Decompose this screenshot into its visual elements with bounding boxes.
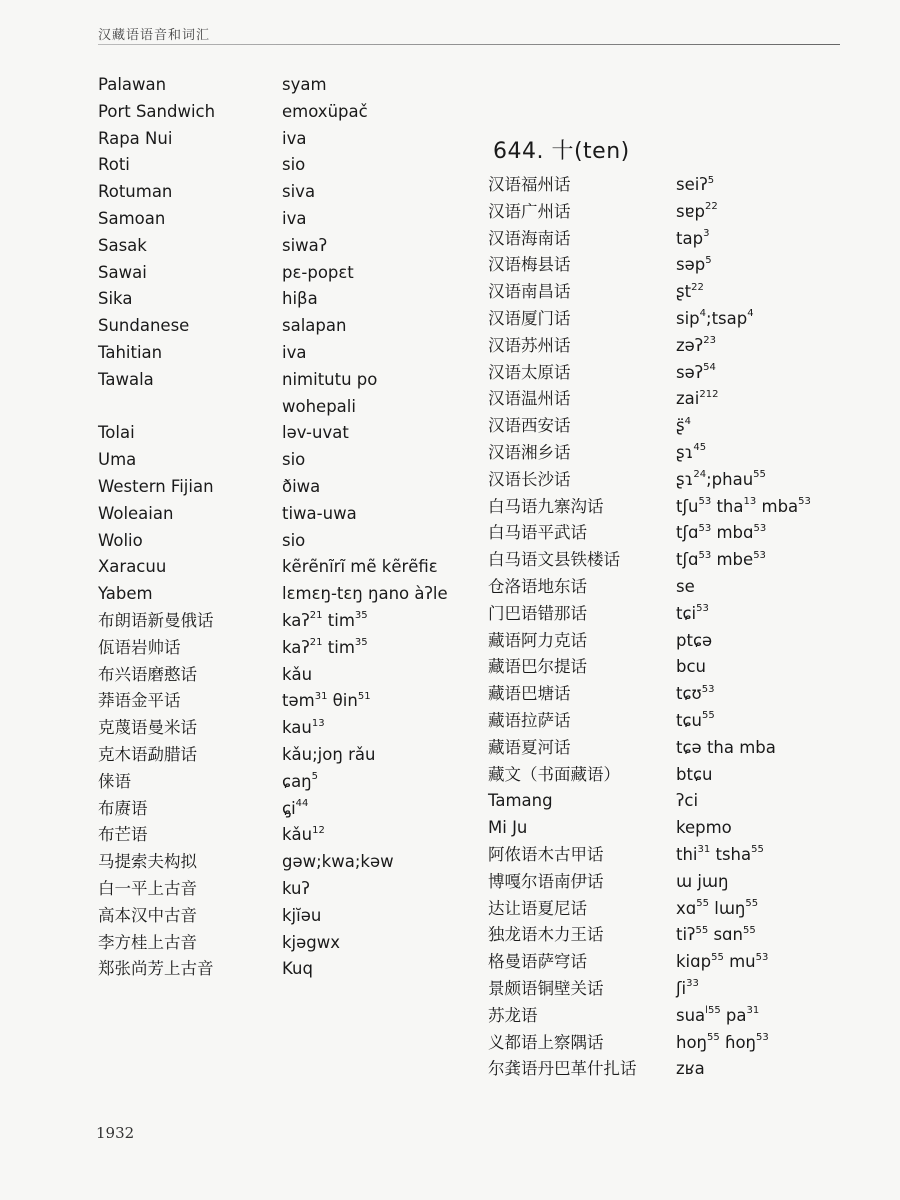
entry-row	[98, 742, 458, 769]
word-form: gəw;kwa;kəw	[282, 852, 394, 872]
entry-row	[488, 413, 868, 440]
word-form: sio	[282, 450, 306, 470]
entry-row	[488, 896, 868, 923]
language-name: 克木语勐腊话	[98, 744, 197, 764]
word-form: iva	[282, 342, 307, 362]
language-name: 布兴语磨憨话	[98, 664, 197, 684]
language-name: 郑张尚芳上古音	[98, 959, 214, 979]
entry-row	[98, 930, 458, 957]
language-name: Port Sandwich	[98, 101, 216, 121]
language-name: 布芒语	[98, 825, 148, 845]
word-form: ləv-uvat	[282, 423, 349, 443]
word-form: kẽrẽnĩrĩ mẽ kẽrẽfiɛ	[282, 557, 438, 577]
word-form: hiβa	[282, 289, 318, 309]
entry-row	[488, 869, 868, 896]
entry-row	[488, 1003, 868, 1030]
word-form: tʃɑ$^{53}$ mbɑ$^{53}$	[676, 522, 767, 543]
word-form: ɕaŋ$^5$	[282, 771, 319, 791]
word-form: tap$^3$	[676, 228, 710, 248]
language-name: 独龙语木力王话	[488, 925, 604, 945]
entry-row	[488, 842, 868, 869]
language-name: Sika	[98, 289, 133, 309]
entry-row	[488, 547, 868, 574]
word-form: kjĭəu	[282, 905, 322, 925]
word-form: zai$^{212}$	[676, 388, 719, 409]
language-name: 布朗语新曼俄话	[98, 610, 214, 630]
language-name: 白一平上古音	[98, 878, 197, 898]
word-form: sip$^4$;tsap$^4$	[676, 308, 754, 328]
entry-row	[98, 152, 458, 179]
language-name: 门巴语错那话	[488, 603, 587, 623]
word-form: seiʔ$^5$	[676, 174, 715, 194]
word-form: se	[676, 576, 695, 596]
language-name: Samoan	[98, 208, 166, 228]
word-form: kjəgwx	[282, 932, 341, 952]
language-name: Sundanese	[98, 316, 190, 336]
word-form: tiwa-uwa	[282, 503, 357, 523]
language-name: 莽语金平话	[98, 691, 181, 711]
entry-row	[488, 1056, 868, 1083]
page-number: 1932	[96, 1124, 135, 1142]
language-name: 达让语夏尼话	[488, 898, 587, 918]
language-name: 藏语阿力克话	[488, 630, 587, 650]
entry-row	[488, 708, 868, 735]
language-name: 景颇语铜壁关话	[488, 978, 604, 998]
word-form: kaʔ$^{21}$ tim$^{35}$	[282, 637, 368, 657]
language-name: 藏语拉萨话	[488, 710, 571, 730]
entry-row	[488, 976, 868, 1003]
language-name: 格曼语萨穹话	[488, 952, 587, 972]
word-form: tɕi$^{53}$	[676, 603, 709, 623]
entry-row	[488, 735, 868, 762]
entry-row	[488, 279, 868, 306]
word-form: xɑ$^{55}$ lɯŋ$^{55}$	[676, 898, 759, 918]
language-name: 汉语温州话	[488, 389, 571, 409]
word-form: ʂɿ$^{45}$	[676, 442, 707, 462]
word-form: kiɑp$^{55}$ $mu^{53}$	[676, 951, 769, 972]
language-name: 尔龚语丹巴革什扎话	[488, 1059, 637, 1079]
language-name: 仓洛语地东话	[488, 576, 587, 596]
entry-row	[98, 260, 458, 287]
entry-row	[488, 360, 868, 387]
entry-row	[488, 762, 868, 789]
language-name: 阿侬语木古甲话	[488, 844, 604, 864]
language-name: 克蔑语曼米话	[98, 718, 197, 738]
language-name: Tahitian	[98, 342, 163, 362]
entry-row	[488, 1030, 868, 1057]
entry-row	[98, 688, 458, 715]
language-name: 布赓语	[98, 798, 148, 818]
language-name: Rotuman	[98, 182, 173, 202]
language-name: Roti	[98, 155, 130, 175]
word-form: btɕu	[676, 764, 713, 784]
entry-row	[488, 386, 868, 413]
entry-row	[98, 313, 458, 340]
entry-row	[98, 233, 458, 260]
left-entry-column	[98, 72, 458, 983]
word-form: bcu	[676, 657, 707, 677]
language-name: 白马语平武话	[488, 523, 587, 543]
language-name: 汉语湘乡话	[488, 442, 571, 462]
right-entry-column	[488, 172, 868, 1083]
header-rule	[98, 44, 840, 45]
language-name: 博嘎尔语南伊话	[488, 871, 604, 891]
language-name: 苏龙语	[488, 1005, 538, 1025]
language-name: 白马语文县铁楼话	[488, 550, 620, 570]
language-name: 汉语海南话	[488, 228, 571, 248]
word-form: kepmo	[676, 818, 732, 838]
entry-row	[98, 420, 458, 447]
entry-row	[98, 367, 458, 394]
entry-row	[98, 608, 458, 635]
language-name: 李方桂上古音	[98, 932, 197, 952]
entry-row	[98, 849, 458, 876]
running-head: 汉藏语语音和词汇	[98, 28, 211, 43]
language-name: Mi Ju	[488, 818, 528, 838]
language-name: Uma	[98, 450, 137, 470]
entry-row	[98, 956, 458, 983]
entry-row	[488, 494, 868, 521]
word-form: iva	[282, 128, 307, 148]
word-form: thi$^{31}$ tsha$^{55}$	[676, 844, 764, 864]
word-form: təm$^{31}$ θin$^{51}$	[282, 690, 371, 711]
entry-row	[98, 206, 458, 233]
language-name: 汉语苏州话	[488, 335, 571, 355]
entry-row	[98, 340, 458, 367]
word-form: ʂ̈$^4$	[676, 415, 691, 436]
word-form: syam	[282, 75, 327, 94]
entry-row	[98, 447, 458, 474]
entry-row	[488, 467, 868, 494]
language-name: 佤语岩帅话	[98, 637, 181, 657]
entry-row	[98, 769, 458, 796]
word-form: səp$^5$	[676, 254, 712, 275]
entry-row	[98, 554, 458, 581]
word-form: tʃu$^{53}$ tha$^{13}$ mba$^{53}$	[676, 496, 811, 516]
entry-row	[488, 440, 868, 467]
entry-row	[488, 199, 868, 226]
word-form: sɐp$^{22}$	[676, 201, 718, 221]
entry-row	[98, 528, 458, 555]
word-form: ðiwa	[282, 476, 321, 496]
language-name: Tawala	[98, 369, 154, 389]
language-name: 藏语夏河话	[488, 737, 571, 757]
word-form: ʂɿ$^{24}$;phau$^{55}$	[676, 469, 766, 489]
entry-row	[488, 172, 868, 199]
language-name: 汉语西安话	[488, 416, 571, 436]
word-form: salapan	[282, 316, 347, 336]
entry-row	[98, 179, 458, 206]
word-form: sio	[282, 155, 306, 175]
word-form: ʂt$^{22}$	[676, 281, 704, 302]
word-form: tɕu$^{55}$	[676, 710, 715, 730]
word-form: kaʔ$^{21}$ tim$^{35}$	[282, 610, 368, 630]
entry-row	[98, 903, 458, 930]
section-title: 644. 十(ten)	[493, 139, 630, 164]
entry-row	[98, 72, 458, 99]
entry-row	[488, 306, 868, 333]
word-form: siva	[282, 182, 316, 202]
word-form: kau$^{13}$	[282, 717, 325, 738]
word-form: tɕʊ$^{53}$	[676, 683, 715, 704]
language-name: 汉语梅县话	[488, 255, 571, 275]
entry-row	[488, 226, 868, 253]
entry-row	[488, 601, 868, 628]
word-form: Kuq	[282, 959, 313, 979]
word-form: kǎu	[282, 664, 313, 684]
word-form: hoŋ$^{55}$ ɦoŋ$^{53}$	[676, 1032, 769, 1052]
word-form: zəʔ$^{23}$	[676, 335, 716, 355]
language-name: 白马语九寨沟话	[488, 496, 604, 516]
language-name: Sawai	[98, 262, 147, 282]
word-form: tiʔ$^{55}$ sɑn$^{55}$	[676, 924, 756, 945]
language-name: 汉语福州话	[488, 175, 571, 194]
word-form: kǎu$^{12}$	[282, 824, 325, 845]
word-form: tɕə tha mba	[676, 737, 776, 757]
word-form: zʁa	[676, 1059, 705, 1079]
entry-row	[98, 501, 458, 528]
entry-row	[488, 815, 868, 842]
word-form: sua$^{l55}$ $pa^{31}$	[676, 1005, 760, 1025]
entry-row	[98, 796, 458, 823]
language-name: Xaracuu	[98, 557, 167, 577]
entry-row	[98, 715, 458, 742]
word-form: kuʔ	[282, 878, 310, 898]
word-form: ʃi$^{33}$	[676, 978, 699, 998]
language-name: Tolai	[98, 423, 135, 443]
language-name: Woleaian	[98, 503, 174, 523]
word-form: kǎu;joŋ rǎu	[282, 744, 376, 764]
word-form: lɛmɛŋ-tɛŋ ŋano àʔle	[282, 584, 448, 604]
entry-row	[98, 581, 458, 608]
entry-row	[98, 635, 458, 662]
word-form: siwaʔ	[282, 235, 328, 255]
word-form: nimitutu po	[282, 369, 378, 389]
entry-row	[98, 822, 458, 849]
language-name: Rapa Nui	[98, 128, 173, 148]
entry-row	[488, 574, 868, 601]
word-form: iva	[282, 208, 307, 228]
entry-row	[98, 662, 458, 689]
entry-row	[488, 628, 868, 655]
word-form: tʃɑ$^{53}$ mbe$^{53}$	[676, 549, 766, 570]
entry-row	[98, 99, 458, 126]
entry-row	[98, 394, 458, 421]
language-name: 藏语巴塘话	[488, 684, 571, 704]
word-form: ptɕə	[676, 630, 713, 650]
entry-row	[488, 252, 868, 279]
entry-row	[488, 922, 868, 949]
word-form: $ɕ̡i^{44}$	[282, 798, 309, 818]
language-name: 汉语长沙话	[488, 469, 571, 489]
entry-row	[488, 681, 868, 708]
language-name: Wolio	[98, 530, 143, 550]
word-form: emoxüpač	[282, 101, 368, 121]
language-name: 汉语太原话	[488, 362, 571, 382]
language-name: Western Fijian	[98, 476, 214, 496]
language-name: 汉语南昌话	[488, 282, 571, 302]
language-name: Yabem	[98, 584, 153, 604]
entry-row	[488, 520, 868, 547]
language-name: 藏语巴尔提话	[488, 657, 587, 677]
entry-row	[488, 788, 868, 815]
language-name: Sasak	[98, 235, 147, 255]
word-form: səʔ$^{54}$	[676, 362, 716, 382]
language-name: 马提索夫构拟	[98, 852, 197, 872]
entry-row	[98, 876, 458, 903]
word-form: ɯ jɯŋ	[676, 871, 729, 891]
entry-row	[488, 333, 868, 360]
language-name: 义都语上察隅话	[488, 1032, 604, 1052]
entry-row	[98, 474, 458, 501]
entry-row	[98, 286, 458, 313]
word-form: ʔci	[676, 791, 699, 811]
entry-row	[98, 126, 458, 153]
language-name: Tamang	[488, 791, 553, 811]
word-form: wohepali	[282, 396, 356, 416]
word-form: pɛ-popɛt	[282, 262, 354, 282]
language-name: 汉语广州话	[488, 201, 571, 221]
entry-row	[488, 654, 868, 681]
entry-row	[488, 949, 868, 976]
language-name: 俫语	[98, 771, 131, 791]
language-name: 藏文（书面藏语）	[488, 764, 620, 784]
language-name: 高本汉中古音	[98, 905, 197, 925]
language-name: 汉语厦门话	[488, 308, 571, 328]
word-form: sio	[282, 530, 306, 550]
language-name: Palawan	[98, 75, 167, 94]
